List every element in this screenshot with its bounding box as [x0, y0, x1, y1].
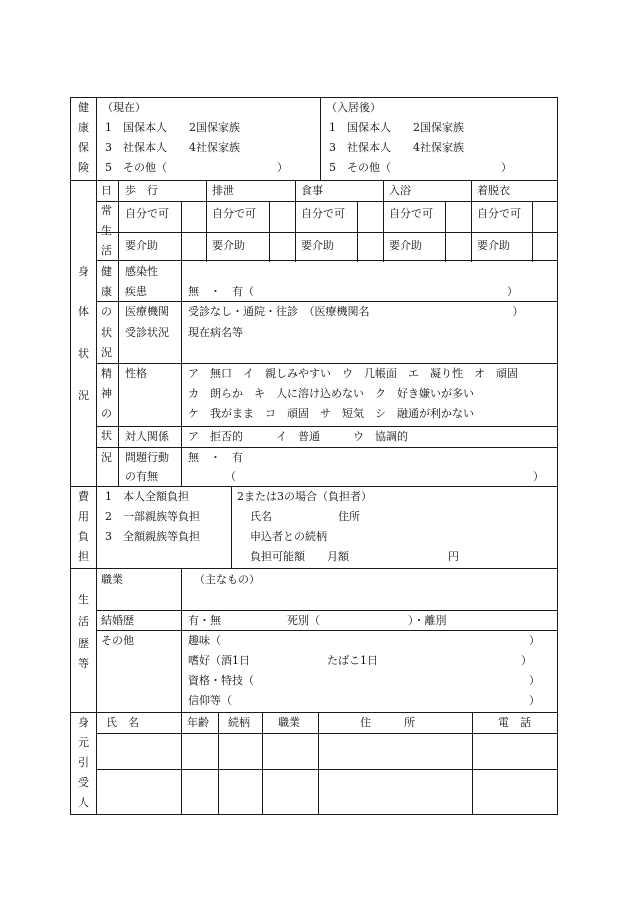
daily-col-excretion: 排泄: [212, 184, 234, 197]
rule: [472, 712, 473, 815]
mental-status-header: の: [101, 407, 112, 420]
rule: [445, 201, 446, 262]
guarantor-col-name: 氏 名: [106, 716, 139, 729]
marriage-label: 結婚歴: [101, 614, 134, 627]
cost-option: 3 全額親族等負担: [105, 530, 200, 543]
daily-care-option: 要介助: [212, 239, 245, 252]
guarantor-col-phone: 電 話: [498, 716, 531, 729]
daily-self-option: 自分で可: [212, 207, 256, 220]
rule: [96, 363, 558, 364]
health-insurance-header: 険: [78, 161, 89, 174]
behavior-value: 無 ・ 有: [188, 451, 243, 464]
rule: [96, 97, 97, 815]
health-insurance-header: 康: [78, 121, 89, 134]
rule: [181, 568, 182, 713]
daily-care-option: 要介助: [477, 239, 510, 252]
job-value: （主なもの）: [194, 573, 260, 586]
history-header: 活: [78, 615, 89, 628]
rule: [96, 769, 558, 770]
cost-header: 費: [78, 490, 89, 503]
rule: [96, 733, 558, 734]
rule: [70, 97, 71, 815]
after-insurance-option: 5 その他（ ）: [329, 161, 512, 174]
daily-life-header: 常: [101, 204, 112, 217]
rule: [96, 260, 558, 261]
application-form-table: [70, 97, 558, 815]
cost-header: 用: [78, 510, 89, 523]
relation-options: ア 拒否的 イ 普通 ウ 協調的: [188, 430, 408, 443]
rule: [181, 260, 182, 487]
rule: [206, 180, 207, 262]
daily-self-option: 自分で可: [125, 207, 169, 220]
rule: [295, 180, 296, 262]
current-insurance-option: 1 国保本人 2国保家族: [105, 121, 240, 134]
guarantor-header: 受: [78, 776, 89, 789]
rule: [181, 712, 182, 815]
rule: [70, 180, 558, 181]
rule: [262, 712, 263, 815]
rule: [70, 486, 558, 487]
rule: [383, 180, 384, 262]
other-line: 趣味（ ）: [188, 634, 540, 647]
personality-options: ア 無口 イ 親しみやすい ウ 几帳面 エ 凝り性 オ 頑固: [188, 367, 518, 380]
after-insurance-option: 3 社保本人 4社保家族: [329, 141, 464, 154]
rule: [96, 630, 558, 631]
health-status-header: 状: [101, 326, 112, 339]
daily-self-option: 自分で可: [477, 207, 521, 220]
cost-header: 担: [78, 550, 89, 563]
medical-label: 医療機関: [125, 305, 169, 318]
health-insurance-header: 健: [78, 101, 89, 114]
medical-label: 受診状況: [125, 326, 169, 339]
current-insurance-option: 5 その他（ ）: [105, 161, 288, 174]
history-header: 等: [78, 657, 89, 670]
infection-value: 無 ・ 有（ ）: [188, 285, 518, 298]
other-line: 嗜好（酒1日 たばこ1日 ）: [188, 654, 532, 667]
body-condition-header: 身: [78, 265, 89, 278]
daily-life-header: 活: [101, 244, 112, 257]
infection-label: 疾患: [125, 285, 147, 298]
cost-detail: 2または3の場合（負担者）: [237, 490, 372, 503]
after-insurance-option: 1 国保本人 2国保家族: [329, 121, 464, 134]
rule: [118, 180, 119, 487]
daily-life-header: 日: [101, 184, 112, 197]
marriage-value: 有・無 死別（ ）・離別: [188, 614, 447, 627]
rule: [181, 201, 182, 262]
rule: [96, 301, 558, 302]
cost-header: 負: [78, 530, 89, 543]
personality-options: カ 朗らか キ 人に溶け込めない ク 好き嫌いが多い: [188, 387, 474, 400]
health-insurance-header: 保: [78, 141, 89, 154]
rule: [269, 201, 270, 262]
body-condition-header: 体: [78, 305, 89, 318]
history-header: 歴: [78, 637, 89, 650]
rule: [320, 97, 321, 181]
mental-status-header: 状: [101, 429, 112, 442]
job-label: 職業: [101, 573, 123, 586]
rule: [532, 201, 533, 262]
infection-label: 感染性: [125, 265, 158, 278]
relation-label: 対人関係: [125, 430, 169, 443]
personality-options: ケ 我がまま コ 頑固 サ 短気 シ 融通が利かない: [188, 407, 474, 420]
other-label: その他: [101, 634, 134, 647]
health-status-header: 況: [101, 346, 112, 359]
other-line: 資格・特技（ ）: [188, 674, 540, 687]
current-insurance-title: （現在）: [102, 101, 146, 114]
mental-status-header: 況: [101, 451, 112, 464]
guarantor-header: 身: [78, 716, 89, 729]
guarantor-col-age: 年齢: [187, 716, 209, 729]
behavior-label: 問題行動: [125, 451, 169, 464]
personality-label: 性格: [125, 367, 147, 380]
rule: [96, 610, 558, 611]
rule: [557, 97, 558, 815]
daily-self-option: 自分で可: [301, 207, 345, 220]
body-condition-header: 状: [78, 347, 89, 360]
cost-option: 1 本人全額負担: [105, 490, 189, 503]
after-insurance-title: （入居後）: [326, 101, 381, 114]
daily-col-walk: 歩 行: [125, 184, 158, 197]
current-disease-label: 現在病名等: [188, 326, 243, 339]
rule: [70, 814, 558, 815]
cost-detail: 負担可能額 月額 円: [250, 550, 459, 563]
daily-care-option: 要介助: [389, 239, 422, 252]
rule: [70, 712, 558, 713]
rule: [96, 447, 558, 448]
behavior-label: の有無: [125, 470, 158, 483]
rule: [218, 712, 219, 815]
rule: [70, 97, 558, 98]
guarantor-col-address: 住 所: [360, 716, 415, 729]
mental-status-header: 精: [101, 367, 112, 380]
daily-care-option: 要介助: [301, 239, 334, 252]
rule: [357, 201, 358, 262]
history-header: 生: [78, 593, 89, 606]
guarantor-col-job: 職業: [278, 716, 300, 729]
rule: [471, 180, 472, 262]
rule: [96, 201, 558, 202]
behavior-value: （ ）: [225, 470, 544, 483]
rule: [96, 426, 558, 427]
cost-detail: 氏名 住所: [250, 510, 360, 523]
rule: [318, 712, 319, 815]
daily-care-option: 要介助: [125, 239, 158, 252]
current-insurance-option: 3 社保本人 4社保家族: [105, 141, 240, 154]
rule: [118, 232, 558, 233]
health-status-header: 康: [101, 285, 112, 298]
body-condition-header: 況: [78, 389, 89, 402]
daily-col-dressing: 着脱衣: [477, 184, 510, 197]
rule: [70, 568, 558, 569]
medical-value: 受診なし・通院・往診 （医療機関名 ）: [188, 305, 524, 318]
daily-life-header: 生: [101, 224, 112, 237]
guarantor-col-relation: 続柄: [228, 716, 250, 729]
mental-status-header: 神: [101, 387, 112, 400]
cost-detail: 申込者との続柄: [250, 530, 327, 543]
daily-self-option: 自分で可: [389, 207, 433, 220]
health-status-header: 健: [101, 265, 112, 278]
other-line: 信仰等（ ）: [188, 694, 540, 707]
guarantor-header: 人: [78, 796, 89, 809]
health-status-header: の: [101, 305, 112, 318]
cost-option: 2 一部親族等負担: [105, 510, 200, 523]
rule: [231, 486, 232, 569]
guarantor-header: 元: [78, 736, 89, 749]
daily-col-meal: 食事: [301, 184, 323, 197]
daily-col-bath: 入浴: [389, 184, 411, 197]
guarantor-header: 引: [78, 756, 89, 769]
